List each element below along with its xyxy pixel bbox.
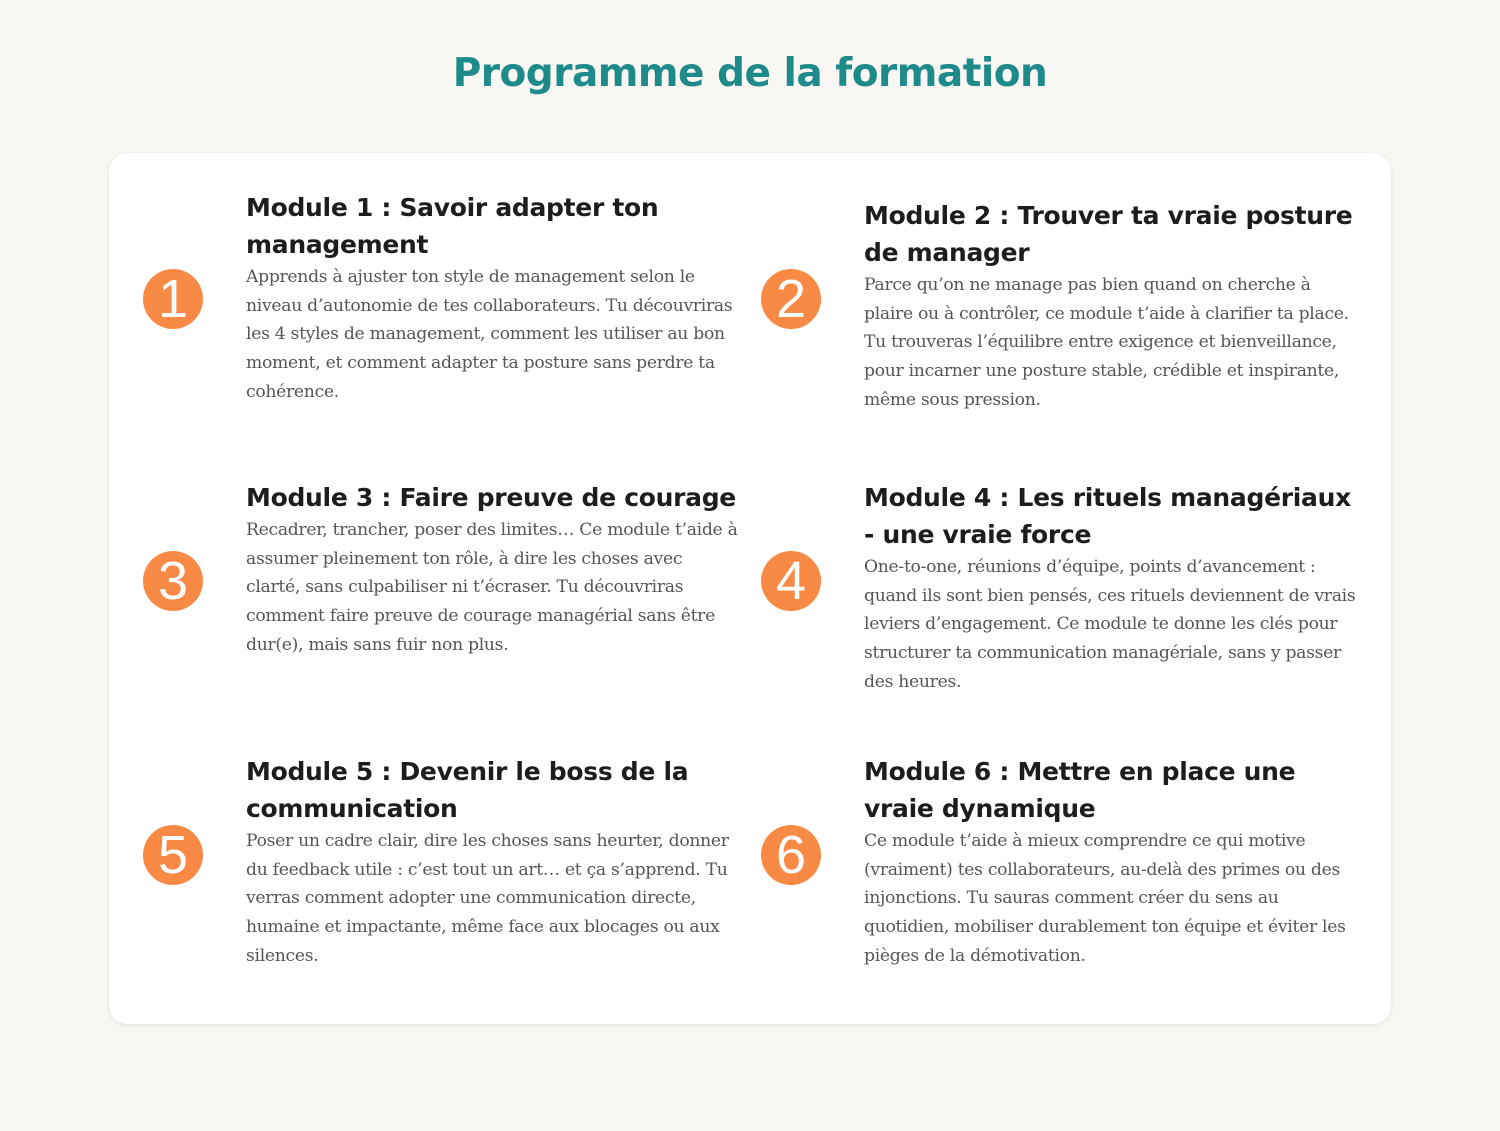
number-three-icon: 3 (143, 551, 203, 611)
module-3-title: Module 3 : Faire preuve de courage (246, 483, 736, 512)
module-3-description: Recadrer, trancher, poser des limites… Ce module t’aide à assumer pleinement ton rôle, à dire les choses avec clarté, sans culpabiliser ni t’écraser. Tu découvriras comment faire preuve de courage managérial sans être dur(e), mais sans fuir non plus. (246, 520, 738, 655)
module-6-title: Module 6 : Mettre en place une vraie dynamique (864, 757, 1296, 823)
number-six-icon: 6 (761, 825, 821, 885)
module-5-description: Poser un cadre clair, dire les choses sans heurter, donner du feedback utile : c’est tout un art… et ça s’apprend. Tu verras comment adopter une communication directe, humaine et impactante, même face aux blocages ou aux silences. (246, 831, 729, 966)
number-four-icon: 4 (761, 551, 821, 611)
number-two-icon: 2 (761, 269, 821, 329)
module-5-title: Module 5 : Devenir le boss de la communication (246, 757, 689, 823)
module-6-description: Ce module t’aide à mieux comprendre ce qui motive (vraiment) tes collaborateurs, au-delà des primes ou des injonctions. Tu sauras comment créer du sens au quotidien, mobiliser durablement ton équipe et éviter les pièges de la démotivation. (864, 831, 1346, 966)
module-1-title: Module 1 : Savoir adapter ton management (246, 193, 659, 259)
module-4-description: One-to-one, réunions d’équipe, points d’avancement : quand ils sont bien pensés, ces rituels deviennent de vrais leviers d’engagement. Ce module te donne les clés pour structurer ta communication managériale, sans y passer des heures. (864, 557, 1356, 692)
page-title: Programme de la formation (452, 51, 1048, 96)
number-five-icon: 5 (143, 825, 203, 885)
module-2-title: Module 2 : Trouver ta vraie posture de manager (864, 201, 1353, 267)
module-2-description: Parce qu’on ne manage pas bien quand on cherche à plaire ou à contrôler, ce module t’aide à clarifier ta place. Tu trouveras l’équilibre entre exigence et bienveillance, pour incarner une posture stable, crédible et inspirante, même sous pression. (864, 275, 1349, 410)
module-4-title: Module 4 : Les rituels managériaux - une vraie force (864, 483, 1351, 549)
program-card (109, 153, 1391, 1024)
number-one-icon: 1 (143, 269, 203, 329)
module-1-description: Apprends à ajuster ton style de management selon le niveau d’autonomie de tes collaborateurs. Tu découvriras les 4 styles de management, comment les utiliser au bon moment, et comment adapter ta posture sans perdre ta cohérence. (246, 267, 733, 402)
